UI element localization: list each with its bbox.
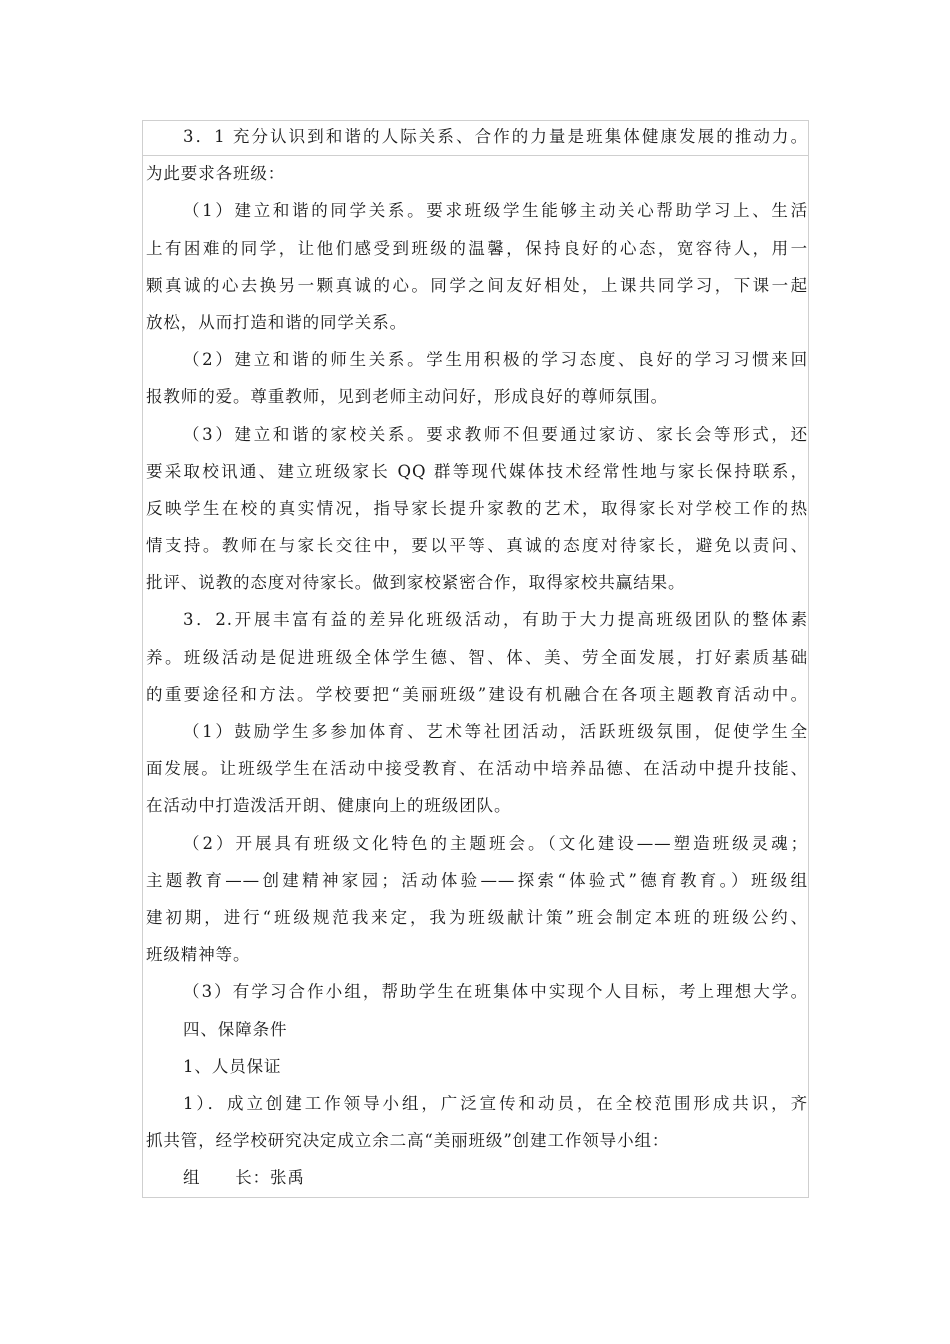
text-line: 为此要求各班级： [146, 164, 286, 184]
text-line: 在活动中打造泼活开朗、健康向上的班级团队。 [146, 796, 512, 816]
text-line: （1）建立和谐的同学关系。要求班级学生能够主动关心帮助学习上、生活 [183, 201, 808, 221]
text-line: 主题教育——创建精神家园；活动体验——探索“体验式”德育教育。）班级组 [146, 870, 808, 890]
text-line: 反映学生在校的真实情况，指导家长提升家教的艺术，取得家长对学校工作的热 [146, 498, 808, 518]
subsection-heading: 1、人员保证 [183, 1056, 282, 1076]
text-line: 养。班级活动是促进班级全体学生德、智、体、美、劳全面发展，打好素质基础 [146, 647, 808, 667]
text-line: 报教师的爱。尊重教师，见到老师主动问好，形成良好的尊师氛围。 [146, 387, 668, 407]
text-line: （3）建立和谐的家校关系。要求教师不但要通过家访、家长会等形式，还 [183, 424, 808, 444]
frame-bottom-border [142, 1197, 809, 1198]
text-line: 组 长：张禹 [183, 1168, 305, 1188]
text-line: （2）建立和谐的师生关系。学生用积极的学习态度、良好的学习习惯来回 [183, 350, 808, 370]
text-line: （2）开展具有班级文化特色的主题班会。（文化建设——塑造班级灵魂； [183, 833, 808, 853]
text-line: 面发展。让班级学生在活动中接受教育、在活动中培养品德、在活动中提升技能、 [146, 759, 808, 779]
text-line: 3．2.开展丰富有益的差异化班级活动，有助于大力提高班级团队的整体素 [183, 610, 808, 630]
document-body [146, 118, 810, 1196]
frame-left-border [142, 120, 143, 1198]
text-line: 要采取校讯通、建立班级家长 QQ 群等现代媒体技术经常性地与家长保持联系， [146, 461, 808, 481]
text-line: 建初期，进行“班级规范我来定，我为班级献计策”班会制定本班的班级公约、 [146, 907, 808, 927]
text-line: 上有困难的同学，让他们感受到班级的温馨，保持良好的心态，宽容待人，用一 [146, 238, 808, 258]
text-line: 颗真诚的心去换另一颗真诚的心。同学之间友好相处，上课共同学习，下课一起 [146, 275, 808, 295]
text-line: 批评、说教的态度对待家长。做到家校紧密合作，取得家校共赢结果。 [146, 573, 686, 593]
text-line: 3．1 充分认识到和谐的人际关系、合作的力量是班集体健康发展的推动力。 [183, 127, 808, 146]
text-line: （1）鼓励学生多参加体育、艺术等社团活动，活跃班级氛围，促使学生全 [183, 722, 808, 741]
text-line: 的重要途径和方法。学校要把“美丽班级”建设有机融合在各项主题教育活动中。 [146, 684, 808, 704]
text-line: （3）有学习合作小组，帮助学生在班集体中实现个人目标，考上理想大学。 [183, 982, 808, 1002]
text-line: 班级精神等。 [146, 945, 251, 965]
section-heading: 四、保障条件 [183, 1019, 288, 1039]
text-line: 抓共管，经学校研究决定成立余二高“美丽班级”创建工作领导小组： [146, 1131, 670, 1151]
text-line: 放松，从而打造和谐的同学关系。 [146, 312, 407, 332]
text-line: 1）．成立创建工作领导小组，广泛宣传和动员，在全校范围形成共识，齐 [183, 1093, 808, 1113]
text-line: 情支持。教师在与家长交往中，要以平等、真诚的态度对待家长，避免以责问、 [146, 536, 808, 556]
